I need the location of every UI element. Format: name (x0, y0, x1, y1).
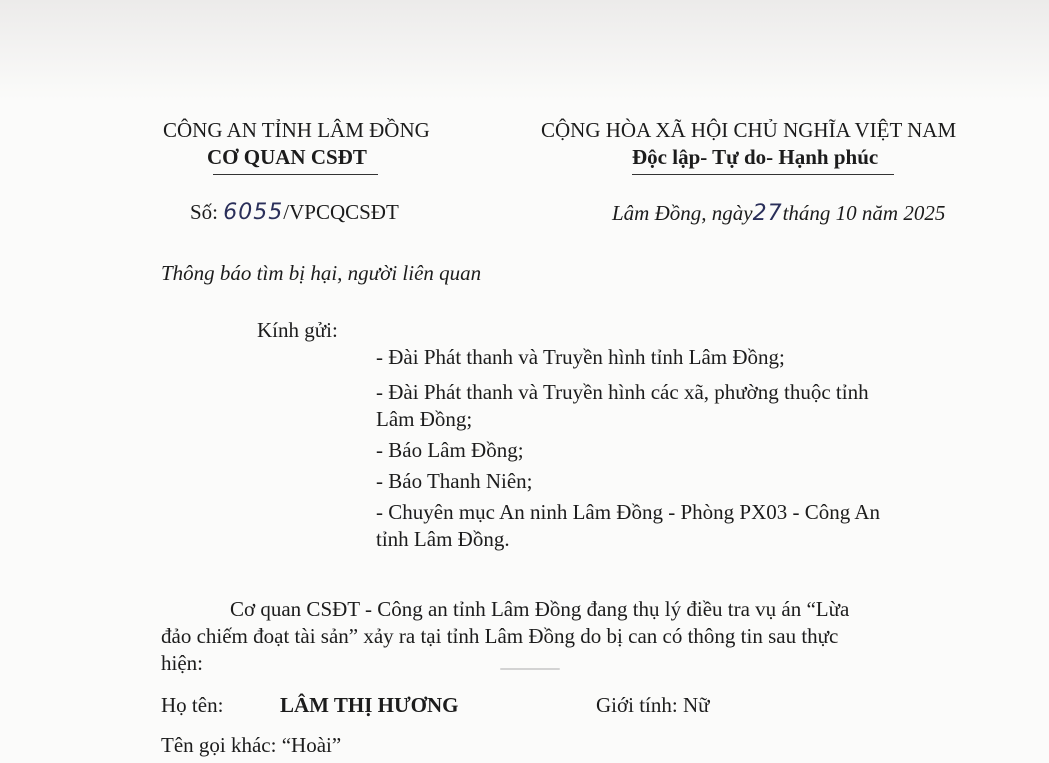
recipient-item-cont: tỉnh Lâm Đồng. (376, 527, 510, 551)
scan-smudge (500, 668, 560, 670)
motto-underline (632, 174, 894, 175)
body-line: hiện: (161, 651, 203, 675)
alias-field (161, 733, 341, 758)
gender-value: Nữ (682, 693, 710, 717)
recipient-item: - Chuyên mục An ninh Lâm Đồng - Phòng PX03 - Công An (376, 500, 880, 524)
number-prefix: Số: (190, 200, 219, 224)
gender-label: Giới tính: (596, 693, 678, 717)
alias-label: Tên gọi khác: (161, 733, 277, 757)
alias-value: “Hoài” (281, 733, 342, 757)
recipient-item-cont: Lâm Đồng; (376, 407, 473, 431)
date-prefix: Lâm Đồng, ngày (612, 201, 753, 225)
agency-name: CƠ QUAN CSĐT (207, 145, 367, 169)
date-suffix: tháng 10 năm 2025 (782, 201, 946, 225)
number-handwritten: 6055 (223, 200, 284, 225)
name-label: Họ tên: (161, 693, 224, 717)
body-line: đảo chiếm đoạt tài sản” xảy ra tại tỉnh Lâm Đồng do bị can có thông tin sau thực (161, 624, 839, 648)
agency-parent: CÔNG AN TỈNH LÂM ĐỒNG (163, 118, 430, 142)
gender-field (596, 693, 710, 718)
subject-line: Thông báo tìm bị hại, người liên quan (161, 261, 482, 285)
agency-underline (213, 174, 378, 175)
number-suffix: /VPCQCSĐT (283, 200, 399, 224)
recipient-item: - Đài Phát thanh và Truyền hình các xã, phường thuộc tỉnh (376, 380, 869, 404)
page-shadow (0, 0, 1049, 100)
recipient-item: - Báo Thanh Niên; (376, 469, 533, 493)
recipient-item: - Báo Lâm Đồng; (376, 438, 524, 462)
recipients-label: Kính gửi: (257, 318, 338, 342)
motto: Độc lập- Tự do- Hạnh phúc (632, 145, 879, 169)
nation-title: CỘNG HÒA XÃ HỘI CHỦ NGHĨA VIỆT NAM (541, 118, 957, 142)
document-number (190, 200, 399, 225)
document-date (612, 201, 945, 226)
date-day-handwritten: 27 (752, 201, 783, 226)
body-line: Cơ quan CSĐT - Công an tỉnh Lâm Đồng đang thụ lý điều tra vụ án “Lừa (230, 597, 850, 621)
recipient-item: - Đài Phát thanh và Truyền hình tỉnh Lâm Đồng; (376, 345, 785, 369)
suspect-name: LÂM THỊ HƯƠNG (280, 693, 459, 717)
